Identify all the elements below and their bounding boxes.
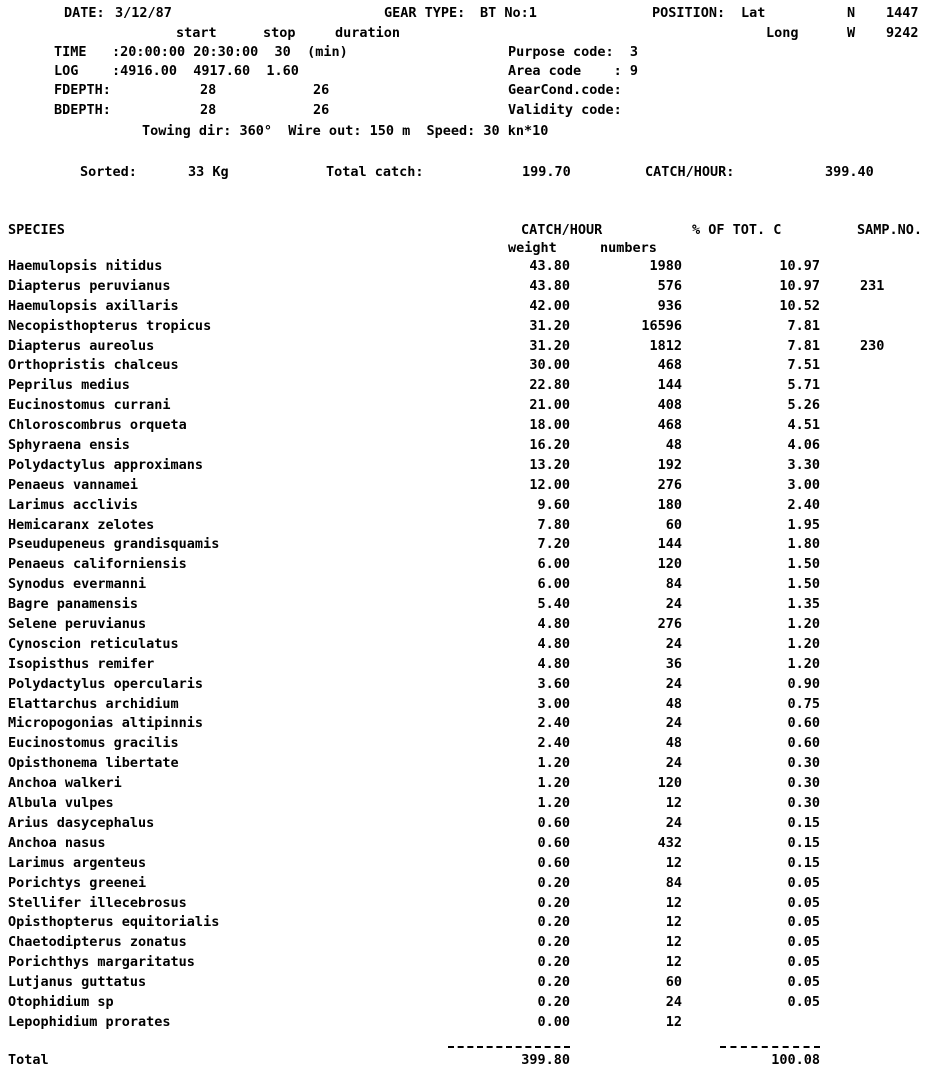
catch-per-hour-value: 399.40: [825, 164, 874, 180]
percent-of-total: 7.81: [787, 337, 820, 354]
catch-weight: 3.60: [537, 675, 570, 692]
catch-numbers: 1980: [649, 258, 682, 274]
catch-weight: 0.20: [537, 874, 570, 891]
time-label: TIME: [54, 44, 87, 60]
catch-weight: 21.00: [529, 397, 570, 414]
species-name: Anchoa walkeri: [8, 775, 122, 792]
table-row: [0, 755, 950, 775]
species-name: Lutjanus guttatus: [8, 974, 147, 991]
percent-of-total: 3.30: [787, 456, 820, 473]
percent-of-total: 0.05: [787, 974, 820, 991]
percent-of-total: 5.71: [787, 377, 820, 394]
percent-of-total: 0.90: [787, 675, 820, 692]
table-row: [0, 318, 950, 338]
catch-weight: 1.20: [537, 775, 570, 792]
percent-of-total: 1.20: [787, 635, 820, 652]
catch-weight: 4.80: [537, 616, 570, 633]
bdepth-stop: 26: [313, 102, 330, 118]
catch-weight: 30.00: [529, 357, 570, 374]
catch-weight: 18.00: [529, 417, 570, 434]
percent-of-total: 1.20: [787, 616, 820, 633]
species-name: Sphyraena ensis: [8, 437, 130, 454]
table-row: [0, 377, 950, 397]
species-name: Lepophidium prorates: [8, 1013, 171, 1030]
percent-of-total: 0.60: [787, 715, 820, 732]
percent-of-total: 7.51: [787, 357, 820, 374]
table-row: [0, 835, 950, 855]
catch-numbers: 48: [665, 437, 682, 454]
catch-numbers: 144: [657, 536, 682, 553]
catch-weight: 0.20: [537, 974, 570, 991]
catch-weight: 0.20: [537, 934, 570, 951]
catch-weight: 0.20: [537, 954, 570, 971]
catch-numbers: 48: [665, 695, 682, 712]
species-name: Otophidium sp: [8, 993, 114, 1010]
table-row: [0, 397, 950, 417]
species-name: Porichtys greenei: [8, 874, 147, 891]
catch-numbers: 144: [657, 377, 682, 394]
table-row: [0, 815, 950, 835]
total-weight: 399.80: [521, 1052, 570, 1068]
catch-numbers: 276: [657, 476, 682, 493]
table-row: [0, 715, 950, 735]
catch-numbers: 24: [665, 635, 682, 652]
percent-of-total: 1.80: [787, 536, 820, 553]
fdepth-stop: 26: [313, 82, 330, 98]
catch-numbers: 12: [665, 795, 682, 812]
catch-numbers: 936: [657, 297, 682, 314]
sample-number: 230: [860, 337, 885, 354]
table-row: [0, 278, 950, 298]
catch-numbers: 60: [665, 974, 682, 991]
table-row: [0, 536, 950, 556]
gearcond-code: GearCond.code:: [508, 82, 622, 98]
numbers-header: numbers: [600, 240, 657, 256]
catch-weight: 0.20: [537, 993, 570, 1010]
species-name: Porichthys margaritatus: [8, 954, 195, 971]
table-row: [0, 338, 950, 358]
table-row: [0, 298, 950, 318]
catch-numbers: 12: [665, 954, 682, 971]
sorted-label: Sorted:: [80, 164, 137, 180]
catch-numbers: 408: [657, 397, 682, 414]
species-name: Stellifer illecebrosus: [8, 894, 187, 911]
catch-numbers: 84: [665, 874, 682, 891]
catch-numbers: 24: [665, 675, 682, 692]
species-name: Polydactylus opercularis: [8, 675, 204, 692]
towing-info: Towing dir: 360° Wire out: 150 m Speed: 30 kn*10: [142, 123, 549, 139]
species-name: Peprilus medius: [8, 377, 130, 394]
weight-total-rule: [448, 1046, 570, 1048]
species-name: Chloroscombrus orqueta: [8, 417, 187, 434]
table-row: [0, 497, 950, 517]
table-row: [0, 636, 950, 656]
catch-weight: 0.00: [537, 1013, 570, 1030]
bdepth-start: 28: [200, 102, 217, 118]
catch-weight: 5.40: [537, 596, 570, 613]
gear-type-label: GEAR TYPE:: [384, 5, 466, 21]
percent-of-total: 0.15: [787, 854, 820, 871]
catch-weight: 43.80: [529, 277, 570, 294]
catch-weight: 9.60: [537, 496, 570, 513]
species-name: Isopisthus remifer: [8, 655, 155, 672]
percent-total-header: % OF TOT. C: [692, 222, 782, 238]
species-name: Haemulopsis axillaris: [8, 297, 179, 314]
samp-no-header: SAMP.NO.: [857, 222, 923, 238]
long-hemisphere: W: [847, 25, 856, 41]
total-catch-value: 199.70: [522, 164, 571, 180]
species-name: Cynoscion reticulatus: [8, 635, 179, 652]
catch-weight: 7.20: [537, 536, 570, 553]
table-row: [0, 616, 950, 636]
percent-of-total: 2.40: [787, 496, 820, 513]
table-row: [0, 795, 950, 815]
long-label: Long: [766, 25, 799, 41]
catch-numbers: 468: [657, 357, 682, 374]
lat-hemisphere: N: [847, 5, 856, 21]
sample-number: 231: [860, 277, 885, 294]
table-row: [0, 895, 950, 915]
catch-numbers: 576: [657, 277, 682, 294]
percent-of-total: 3.00: [787, 476, 820, 493]
percent-of-total: 4.06: [787, 437, 820, 454]
table-row: [0, 556, 950, 576]
lat-value: 1447: [886, 5, 919, 21]
species-name: Penaeus vannamei: [8, 476, 139, 493]
catch-numbers: 276: [657, 616, 682, 633]
species-name: Diapterus peruvianus: [8, 277, 171, 294]
species-name: Elattarchus archidium: [8, 695, 179, 712]
bdepth-label: BDEPTH:: [54, 102, 111, 118]
percent-of-total: 10.97: [779, 277, 820, 294]
catch-numbers: 1812: [649, 337, 682, 354]
percent-of-total: 0.30: [787, 775, 820, 792]
table-row: [0, 258, 950, 278]
col-duration: duration: [335, 25, 401, 41]
table-row: [0, 914, 950, 934]
species-name: Synodus evermanni: [8, 576, 147, 593]
catch-numbers: 12: [665, 854, 682, 871]
catch-weight: 22.80: [529, 377, 570, 394]
catch-numbers: 432: [657, 834, 682, 851]
catch-per-hour-label: CATCH/HOUR:: [645, 164, 735, 180]
catch-weight: 31.20: [529, 317, 570, 334]
percent-of-total: 0.05: [787, 914, 820, 931]
species-name: Pseudupeneus grandisquamis: [8, 536, 220, 553]
table-row: [0, 875, 950, 895]
date-label: DATE:: [64, 5, 105, 21]
percent-of-total: 0.30: [787, 755, 820, 772]
area-code: Area code : 9: [508, 63, 639, 79]
catch-weight: 3.00: [537, 695, 570, 712]
catch-numbers: 12: [665, 894, 682, 911]
species-name: Penaeus californiensis: [8, 556, 187, 573]
catch-weight: 0.20: [537, 894, 570, 911]
percent-of-total: 0.30: [787, 795, 820, 812]
species-name: Micropogonias altipinnis: [8, 715, 204, 732]
species-name: Arius dasycephalus: [8, 814, 155, 831]
table-row: [0, 934, 950, 954]
percent-of-total: 0.05: [787, 934, 820, 951]
table-row: [0, 775, 950, 795]
table-row: [0, 855, 950, 875]
percent-of-total: 1.50: [787, 556, 820, 573]
catch-numbers: 120: [657, 775, 682, 792]
validity-code: Validity code:: [508, 102, 622, 118]
catch-weight: 0.60: [537, 854, 570, 871]
catch-numbers: 24: [665, 715, 682, 732]
catch-weight: 1.20: [537, 795, 570, 812]
table-row: [0, 735, 950, 755]
catch-weight: 42.00: [529, 297, 570, 314]
catch-weight: 16.20: [529, 437, 570, 454]
total-percent: 100.08: [771, 1052, 820, 1068]
catch-weight: 1.20: [537, 755, 570, 772]
catch-numbers: 84: [665, 576, 682, 593]
percent-of-total: 1.50: [787, 576, 820, 593]
species-name: Eucinostomus currani: [8, 397, 171, 414]
percent-of-total: 4.51: [787, 417, 820, 434]
sorted-value: 33 Kg: [188, 164, 229, 180]
percent-of-total: 0.60: [787, 735, 820, 752]
catch-weight: 6.00: [537, 576, 570, 593]
catch-numbers: 468: [657, 417, 682, 434]
percent-of-total: 0.75: [787, 695, 820, 712]
log-label: LOG: [54, 63, 79, 79]
species-name: Orthopristis chalceus: [8, 357, 179, 374]
table-row: [0, 517, 950, 537]
percent-of-total: 10.97: [779, 258, 820, 274]
date-value: 3/12/87: [115, 5, 172, 21]
catch-numbers: 24: [665, 814, 682, 831]
species-table: [0, 258, 950, 1034]
catch-weight: 4.80: [537, 635, 570, 652]
percent-total-rule: [720, 1046, 820, 1048]
percent-of-total: 1.35: [787, 596, 820, 613]
species-name: Larimus argenteus: [8, 854, 147, 871]
catch-numbers: 12: [665, 914, 682, 931]
table-row: [0, 477, 950, 497]
catch-weight: 13.20: [529, 456, 570, 473]
log-values: :4916.00 4917.60 1.60: [112, 63, 299, 79]
percent-of-total: 1.95: [787, 516, 820, 533]
catch-weight: 4.80: [537, 655, 570, 672]
table-row: [0, 974, 950, 994]
catch-weight: 6.00: [537, 556, 570, 573]
col-stop: stop: [263, 25, 296, 41]
percent-of-total: 0.15: [787, 814, 820, 831]
species-name: Albula vulpes: [8, 795, 114, 812]
table-row: [0, 596, 950, 616]
catch-weight: 2.40: [537, 735, 570, 752]
table-row: [0, 457, 950, 477]
species-name: Hemicaranx zelotes: [8, 516, 155, 533]
position-label: POSITION:: [652, 5, 726, 21]
col-start: start: [176, 25, 217, 41]
percent-of-total: 1.20: [787, 655, 820, 672]
fdepth-label: FDEPTH:: [54, 82, 111, 98]
species-name: Opisthonema libertate: [8, 755, 179, 772]
catch-weight: 12.00: [529, 476, 570, 493]
table-row: [0, 954, 950, 974]
percent-of-total: 0.05: [787, 954, 820, 971]
table-row: [0, 437, 950, 457]
percent-of-total: 10.52: [779, 297, 820, 314]
catch-numbers: 12: [665, 1013, 682, 1030]
fdepth-start: 28: [200, 82, 217, 98]
species-name: Necopisthopterus tropicus: [8, 317, 212, 334]
total-catch-label: Total catch:: [326, 164, 424, 180]
species-name: Selene peruvianus: [8, 616, 147, 633]
lat-label: Lat: [741, 5, 766, 21]
purpose-code: Purpose code: 3: [508, 44, 639, 60]
catch-numbers: 192: [657, 456, 682, 473]
long-value: 9242: [886, 25, 919, 41]
catch-numbers: 180: [657, 496, 682, 513]
percent-of-total: 0.15: [787, 834, 820, 851]
catch-numbers: 12: [665, 934, 682, 951]
percent-of-total: 7.81: [787, 317, 820, 334]
species-name: Haemulopsis nitidus: [8, 258, 163, 274]
species-name: Larimus acclivis: [8, 496, 139, 513]
species-name: Chaetodipterus zonatus: [8, 934, 187, 951]
percent-of-total: 0.05: [787, 874, 820, 891]
catch-hour-header: CATCH/HOUR: [521, 222, 603, 238]
catch-numbers: 60: [665, 516, 682, 533]
catch-weight: 43.80: [529, 258, 570, 274]
table-row: [0, 994, 950, 1014]
percent-of-total: 0.05: [787, 894, 820, 911]
gear-type-value: BT No:1: [480, 5, 537, 21]
species-name: Eucinostomus gracilis: [8, 735, 179, 752]
species-header: SPECIES: [8, 222, 65, 238]
catch-numbers: 24: [665, 596, 682, 613]
table-row: [0, 656, 950, 676]
catch-weight: 0.20: [537, 914, 570, 931]
catch-weight: 31.20: [529, 337, 570, 354]
catch-numbers: 120: [657, 556, 682, 573]
table-row: [0, 576, 950, 596]
species-name: Anchoa nasus: [8, 834, 106, 851]
table-row: [0, 696, 950, 716]
catch-numbers: 24: [665, 993, 682, 1010]
catch-numbers: 36: [665, 655, 682, 672]
total-label: Total: [8, 1052, 49, 1068]
weight-header: weight: [508, 240, 557, 256]
percent-of-total: 0.05: [787, 993, 820, 1010]
time-values: :20:00:00 20:30:00 30 (min): [112, 44, 348, 60]
catch-weight: 7.80: [537, 516, 570, 533]
catch-numbers: 48: [665, 735, 682, 752]
table-row: [0, 357, 950, 377]
table-row: [0, 1014, 950, 1034]
percent-of-total: 5.26: [787, 397, 820, 414]
table-row: [0, 417, 950, 437]
catch-numbers: 24: [665, 755, 682, 772]
catch-numbers: 16596: [641, 317, 682, 334]
catch-weight: 2.40: [537, 715, 570, 732]
catch-weight: 0.60: [537, 814, 570, 831]
species-name: Diapterus aureolus: [8, 337, 155, 354]
species-name: Polydactylus approximans: [8, 456, 204, 473]
catch-weight: 0.60: [537, 834, 570, 851]
species-name: Bagre panamensis: [8, 596, 139, 613]
table-row: [0, 676, 950, 696]
species-name: Opisthopterus equitorialis: [8, 914, 220, 931]
